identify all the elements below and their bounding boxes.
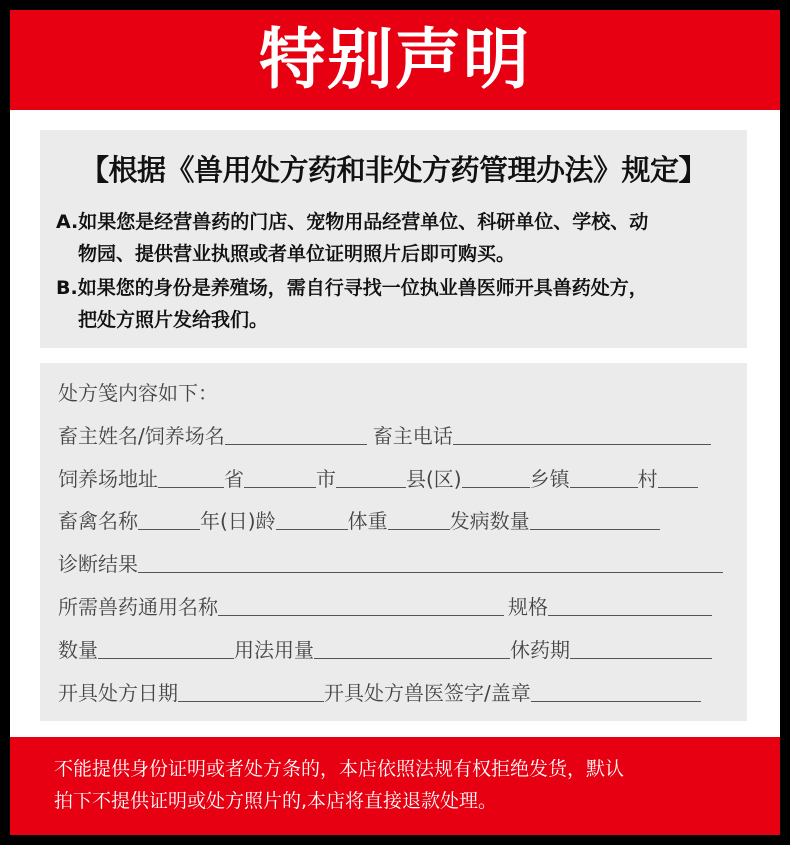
village-blank — [658, 486, 698, 488]
clause-a-line2: 物园、提供营业执照或者单位证明照片后即可购买。 — [78, 243, 516, 265]
drug-name-blank — [218, 614, 504, 616]
spec-blank — [548, 614, 712, 616]
farm-address-label: 饲养场地址 — [58, 467, 158, 491]
clause-b-line2: 把处方照片发给我们。 — [78, 309, 269, 331]
dosage-label: 用法用量 — [234, 638, 314, 662]
clause-b — [56, 272, 736, 336]
animal-name-blank — [138, 528, 200, 530]
page-title: 特别声明 — [259, 21, 531, 98]
weight-blank — [388, 528, 450, 530]
form-row-drug — [58, 589, 712, 621]
withdrawal-blank — [570, 657, 712, 659]
owner-phone-label: 畜主电话 — [372, 424, 453, 448]
withdrawal-label: 休药期 — [510, 638, 570, 662]
township-label: 乡镇 — [529, 467, 570, 491]
vet-sign-label: 开具处方兽医签字/盖章 — [324, 681, 531, 705]
owner-name-blank — [225, 443, 367, 445]
province-label: 省 — [224, 467, 244, 491]
clause-a — [56, 206, 736, 270]
county-blank — [462, 486, 530, 488]
footer-banner — [10, 737, 780, 835]
address-blank — [158, 486, 224, 488]
form-row-owner — [58, 418, 711, 450]
weight-label: 体重 — [347, 509, 388, 533]
township-blank — [570, 486, 638, 488]
date-label: 开具处方日期 — [58, 681, 178, 705]
animal-name-label: 畜禽名称 — [58, 509, 138, 533]
form-row-dosage — [58, 632, 712, 664]
province-blank — [244, 486, 316, 488]
sick-count-label: 发病数量 — [449, 509, 530, 533]
notice-heading: 【根据《兽用处方药和非处方药管理办法》规定】 — [79, 153, 707, 187]
city-label: 市 — [316, 467, 336, 491]
city-blank — [336, 486, 406, 488]
quantity-label: 数量 — [58, 638, 98, 662]
footer-line2: 拍下不提供证明或处方照片的,本店将直接退款处理。 — [54, 790, 498, 812]
clause-a-line1: A.如果您是经营兽药的门店、宠物用品经营单位、科研单位、学校、动 — [56, 211, 649, 233]
spec-label: 规格 — [508, 595, 548, 619]
form-row-address — [58, 461, 698, 493]
diagnosis-blank — [138, 571, 723, 573]
diagnosis-label: 诊断结果 — [58, 552, 138, 576]
age-label: 年(日)龄 — [200, 509, 276, 533]
quantity-blank — [98, 657, 234, 659]
footer-line1: 不能提供身份证明或者处方条的，本店依照法规有权拒绝发货，默认 — [54, 758, 625, 780]
drug-name-label: 所需兽药通用名称 — [58, 595, 218, 619]
date-blank — [178, 700, 324, 702]
form-intro: 处方笺内容如下： — [58, 381, 218, 405]
sick-count-blank — [530, 528, 660, 530]
title-banner — [10, 10, 780, 110]
footer-text — [54, 753, 754, 817]
regulation-notice — [40, 130, 747, 348]
form-row-diagnosis — [58, 546, 723, 578]
vet-sign-blank — [531, 700, 701, 702]
form-row-signature — [58, 675, 701, 707]
village-label: 村 — [637, 467, 658, 491]
dosage-blank — [314, 657, 510, 659]
owner-name-label: 畜主姓名/饲养场名 — [58, 424, 225, 448]
county-label: 县(区) — [406, 467, 462, 491]
clause-b-line1: B.如果您的身份是养殖场，需自行寻找一位执业兽医师开具兽药处方， — [56, 277, 648, 299]
form-row-animal — [58, 503, 660, 535]
owner-phone-blank — [453, 443, 711, 445]
prescription-form — [40, 363, 747, 721]
age-blank — [276, 528, 348, 530]
